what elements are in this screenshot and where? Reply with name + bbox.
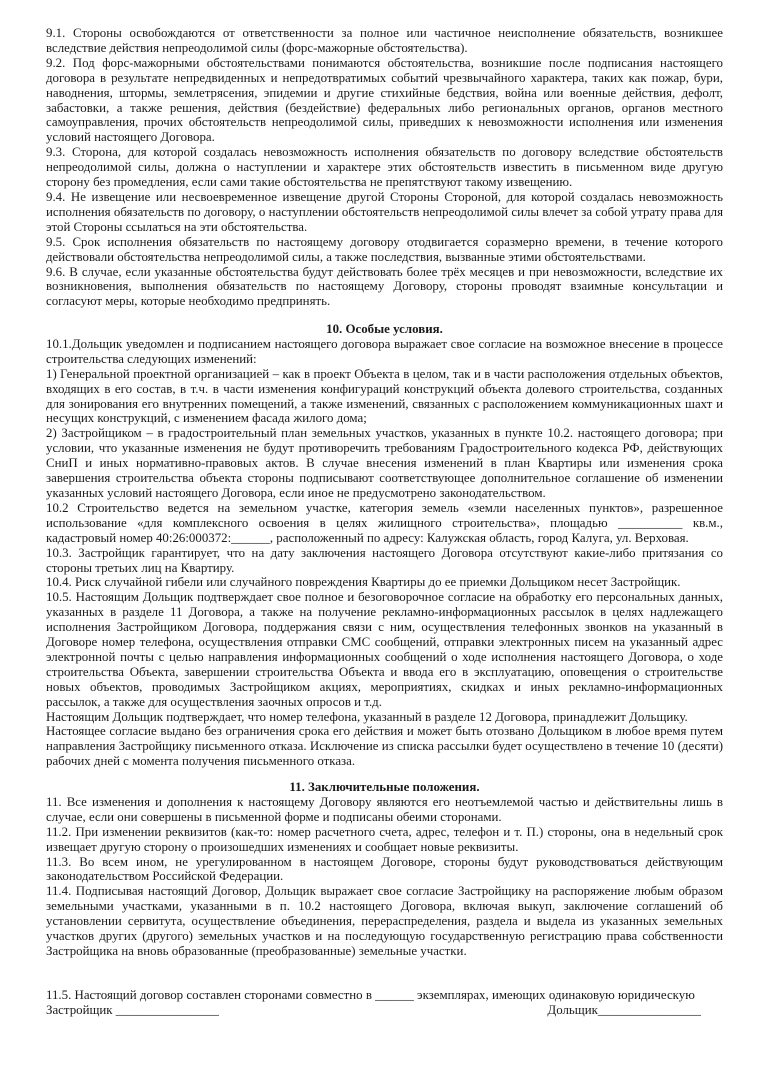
clause-9-4: 9.4. Не извещение или несвоевременное извещение другой Стороны Стороной, для которой создалась невозможность исполнения обязательств по договору, о наступлении обстоятельств непреодолимой силы влечет за собой утрату права для этой Стороны ссылаться на эти обстоятельства.	[46, 189, 723, 234]
clause-10-5: 10.5. Настоящим Дольщик подтверждает свое полное и безоговорочное согласие на обработку его персональных данных, указанных в разделе 11 Договора, а также на получение рекламно-информационных рассылок в целях надлежащего исполнения Застройщиком Договора, поддержания связи с ним, осуществления телефонных звонков на указанный в Договоре номер телефона, осуществления отправки СМС сообщений, отправки электронных писем на указанный адрес электронной почты с целью направления информационных сообщений о ходе исполнения настоящего Договора, о ходе строительства Объекта, завершении строительства Объекта и ввода его в эксплуатацию, оповещения о строительстве новых объектов, проводимых Застройщиком акциях, мероприятиях, скидках и иных рекламно-информационных рассылок, а также для осуществления заочных опросов и т.д.	[46, 590, 723, 709]
clause-10-1: 10.1.Дольщик уведомлен и подписанием настоящего договора выражает свое согласие на возможное внесение в процессе строительства следующих изменений:	[46, 336, 723, 366]
section-11-heading: 11. Заключительные положения.	[289, 780, 480, 794]
clause-11-3: 11.3. Во всем ином, не урегулированном в настоящем Договоре, стороны будут руководствоваться действующим законодательством Российской Федерации.	[46, 854, 723, 884]
clause-9-5: 9.5. Срок исполнения обязательств по настоящему договору отодвигается соразмерно времени, в течение которого действовали обстоятельства непреодолимой силы, а также последствия, вызванные этими обстоятельствами.	[46, 234, 723, 264]
clause-9-1: 9.1. Стороны освобождаются от ответственности за полное или частичное неисполнение обязательств, возникшее вследствие действия непреодолимой силы (форс-мажорные обстоятельства).	[46, 26, 723, 55]
developer-signature-line: Застройщик ________________	[46, 1002, 219, 1017]
shareholder-signature-line: Дольщик________________	[547, 1002, 701, 1017]
clause-10-2: 10.2 Строительство ведется на земельном участке, категория земель «земли населенных пунктов», разрешенное использование «для комплексного освоения в целях жилищного строительства», площадью __________ кв.м., кадастровый номер 40:26:000372:______, расположенный по адресу: Калужская область, город Калуга, ул. Верховая.	[46, 500, 723, 545]
signature-row	[46, 1003, 701, 1018]
section-10	[46, 322, 723, 769]
clause-11-2: 11.2. При изменении реквизитов (как-то: номер расчетного счета, адрес, телефон и т. П.) стороны, она в недельный срок извещает другую сторону о произошедших изменениях и сообщает новые реквизиты.	[46, 824, 723, 854]
clause-10-1-item-1: 1) Генеральной проектной организацией – как в проект Объекта в целом, так и в части расположения отдельных объектов, входящих в его состав, в т.ч. в части изменения конфигураций конструкций объекта долевого строительства, созданных для зонирования его внутренних помещений, а также изменений, связанных с расположением коммуникационных шахт и несущих конструкций, с изменением фасада жилого дома;	[46, 366, 723, 426]
section-11	[46, 780, 723, 959]
clause-10-1-item-2: 2) Застройщиком – в градостроительный план земельных участков, указанных в пункте 10.2. настоящего договора; при условии, что указанные изменения не будут противоречить требованиям Градостроительного кодекса РФ, действующих СниП и иных нормативно-правовых актов. В случае внесения изменений в план Квартиры или изменения срока завершения строительства объекта стороны подписывают соответствующее дополнительное соглашение об изменении указанных условий настоящего Договора, если иное не предусмотрено законодательством.	[46, 426, 723, 500]
clause-9-3: 9.3. Сторона, для которой создалась невозможность исполнения обязательств по договору вследствие обстоятельств непреодолимой силы, должна о наступлении и характере этих обстоятельств известить в письменном виде другую сторону без промедления, если сами такие обстоятельства не препятствуют такому извещению.	[46, 145, 723, 190]
clause-10-4: 10.4. Риск случайной гибели или случайного повреждения Квартиры до ее приемки Дольщиком несет Застройщик.	[46, 575, 681, 590]
clause-11-4: 11.4. Подписывая настоящий Договор, Дольщик выражает свое согласие Застройщику на распоряжение любым образом земельными участками, указанными в п. 10.2 настоящего Договора, включая выкуп, заключение соглашений об установлении сервитута, осуществление объединения, перераспределения, раздела и выдела из указанных земельных участков других (другого) земельных участков и на последующую государственную регистрацию права собственности Застройщика на вновь образованные (преобразованные) земельные участки.	[46, 884, 723, 958]
phone-confirmation: Настоящим Дольщик подтверждает, что номер телефона, указанный в разделе 12 Договора, принадлежит Дольщику.	[46, 709, 688, 724]
clause-9-6: 9.6. В случае, если указанные обстоятельства будут действовать более трёх месяцев и при невозможности, вследствие их возникновения, выполнения обязательств по настоящему Договору, стороны проводят взаимные консультации и согласуют меры, которые необходимо предпринять.	[46, 264, 723, 309]
final-clause-and-signatures	[46, 988, 723, 1018]
section-10-heading: 10. Особые условия.	[326, 322, 443, 336]
section-9	[46, 26, 723, 309]
clause-10-3: 10.3. Застройщик гарантирует, что на дату заключения настоящего Договора отсутствуют какие-либо притязания со стороны третьих лиц на Квартиру.	[46, 545, 723, 575]
clause-11-1: 11. Все изменения и дополнения к настоящему Договору являются его неотъемлемой частью и действительны лишь в случае, если они совершены в письменной форме и подписаны обеими сторонами.	[46, 794, 723, 824]
clause-9-2: 9.2. Под форс-мажорными обстоятельствами понимаются обстоятельства, возникшие после подписания настоящего договора в результате непредвиденных и непредотвратимых событий чрезвычайного характера, таких как пожар, бури, наводнения, штормы, землетрясения, эпидемии и другие стихийные бедствия, война или военные действия, дефолт, забастовки, а также решения, действия (бездействие) федеральных либо региональных органов, органов местного самоуправления, прочих обстоятельств непреодолимой силы, приведших к невозможности исполнения или изменения условий настоящего Договора.	[46, 55, 723, 145]
clause-11-5: 11.5. Настоящий договор составлен сторонами совместно в ______ экземплярах, имеющих одинаковую юридическую	[46, 988, 695, 1002]
consent-revocation: Настоящее согласие выдано без ограничения срока его действия и может быть отозвано Дольщиком в любое время путем направления Застройщику письменного отказа. Исключение из списка рассылки будет осуществлено в течение 10 (десяти) рабочих дней с момента получения письменного отказа.	[46, 724, 723, 769]
